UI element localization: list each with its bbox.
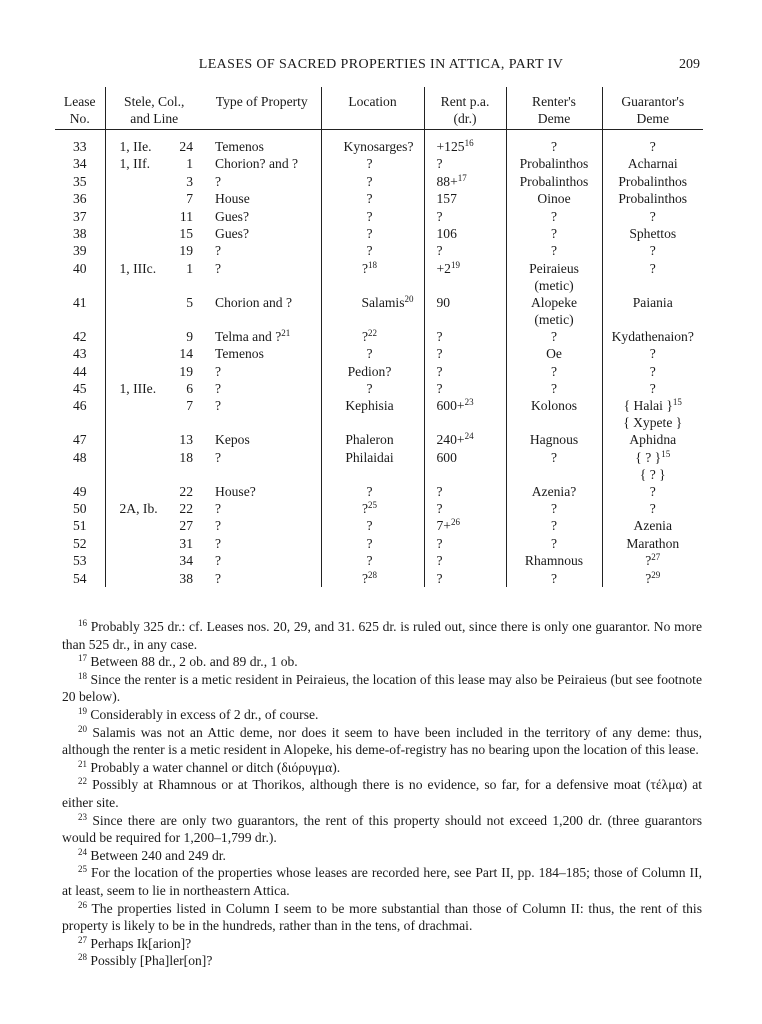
cell-lease-no: 51: [72, 518, 87, 534]
table-header-row: [55, 87, 703, 130]
cell-lease-no: 43: [72, 346, 87, 362]
footnote-ref: 18: [368, 259, 378, 270]
cell-stele: 19: [105, 242, 203, 259]
table-row: [55, 517, 703, 534]
cell-guarantor-deme: ?: [602, 208, 703, 225]
cell-renter-deme: ?: [506, 517, 602, 534]
cell-type: Chorion and ?: [215, 294, 293, 310]
table-body: [55, 130, 703, 588]
cell-lease-no: 47: [72, 432, 87, 448]
cell-rent: 157: [424, 190, 506, 207]
cell-lease-no: 39: [72, 243, 87, 259]
cell-location: ?: [321, 535, 424, 552]
cell-lease-no: 33: [72, 139, 87, 154]
footnote-ref: 23: [464, 397, 474, 408]
cell-stele: 14: [105, 345, 203, 362]
cell-lease-no: 42: [72, 328, 87, 344]
cell-lease-no: 38: [72, 225, 87, 241]
table-row: [55, 500, 703, 517]
cell-rent: 240+$^{24}$: [424, 431, 506, 448]
cell-location: ?: [321, 190, 424, 207]
cell-rent: ?: [424, 483, 506, 500]
cell-type: ?: [215, 243, 222, 259]
footnote: $^{21}$ Probably a water channel or ditch (διόρυγμα).: [78, 758, 341, 775]
cell-guarantor-deme: ?: [602, 242, 703, 259]
cell-stele: 1, IIIe. 6: [105, 380, 203, 397]
cell-location: ?: [321, 155, 424, 172]
cell-stele: 22: [105, 483, 203, 500]
cell-lease-no: 45: [72, 380, 87, 396]
col-header-location: Location: [321, 87, 424, 130]
cell-rent: ?: [424, 345, 506, 362]
page-number: 209: [679, 57, 700, 72]
footnote: $^{25}$ For the location of the properties whose leases are recorded here, see Part II, pp. 184–185; those of Column II, at least, seem to lie in northeastern Attica.: [62, 864, 702, 898]
cell-lease-no: 35: [72, 173, 87, 189]
cell-type: ?: [215, 535, 222, 551]
cell-location: ?: [321, 483, 424, 500]
cell-guarantor-deme: ?$^{29}$: [602, 570, 703, 587]
col-header-guarantor: Guarantor's Deme: [602, 87, 703, 130]
table-row: [55, 449, 703, 483]
cell-renter-deme: Azenia?: [506, 483, 602, 500]
table-row: [55, 190, 703, 207]
cell-location: ?: [321, 173, 424, 190]
footnote-ref: 24: [464, 431, 474, 442]
cell-location: Salamis$^{20}$: [321, 294, 424, 328]
footnote-ref: 26: [450, 517, 460, 528]
cell-stele: 2A, Ib. 22: [105, 500, 203, 517]
col-header-type: Type of Property: [203, 87, 321, 130]
col-header-renter: Renter's Deme: [506, 87, 602, 130]
cell-location: Philaidai: [321, 449, 424, 483]
cell-rent: ?: [424, 328, 506, 345]
cell-rent: 90: [424, 294, 506, 328]
cell-type: ?: [215, 553, 222, 569]
cell-type: ?: [215, 501, 222, 517]
cell-stele: 7: [105, 190, 203, 207]
cell-rent: $+2^{19}$: [424, 260, 506, 294]
cell-lease-no: 44: [72, 363, 87, 379]
table-row: [55, 570, 703, 587]
table-row: [55, 345, 703, 362]
col-header-stele: Stele, Col., and Line: [105, 87, 203, 130]
table-row: [55, 294, 703, 328]
cell-guarantor-deme: ?: [602, 363, 703, 380]
cell-location: ?$^{28}$: [321, 570, 424, 587]
cell-lease-no: 49: [72, 483, 87, 499]
footnote-ref: 15: [661, 448, 671, 459]
cell-type: ?: [215, 449, 222, 465]
cell-stele: 1, IIe. 24: [105, 130, 203, 156]
cell-type: Gues?: [215, 208, 249, 224]
cell-renter-deme: Kolonos: [506, 397, 602, 431]
cell-type: Telma and ?$^{21}$: [215, 327, 291, 344]
cell-guarantor-deme: ?$^{27}$: [602, 552, 703, 569]
cell-type: Gues?: [215, 225, 249, 241]
table-row: [55, 397, 703, 431]
cell-renter-deme: ?: [506, 208, 602, 225]
leases-table: [55, 87, 703, 587]
cell-guarantor-deme: Probalinthos: [602, 190, 703, 207]
footnote: $^{27}$ Perhaps Ik[arion]?: [78, 934, 192, 951]
cell-location: ?: [321, 242, 424, 259]
cell-renter-deme: Oe: [506, 345, 602, 362]
cell-renter-deme: ?: [506, 570, 602, 587]
footnote: $^{18}$ Since the renter is a metic resident in Peiraieus, the location of this lease may also be Peiraieus (but see footnote 20 below).: [62, 670, 702, 705]
footnote-ref: 15: [672, 397, 682, 408]
table-row: [55, 431, 703, 448]
cell-guarantor-deme: Probalinthos: [602, 173, 703, 190]
footnote-ref: 16: [464, 138, 474, 148]
cell-location: ?: [321, 345, 424, 362]
cell-stele: 19: [105, 363, 203, 380]
footnote-ref: 29: [651, 569, 661, 580]
footnote: $^{20}$ Salamis was not an Attic deme, nor does it seem to have been included in the territory of any deme: thus, although the renter is a metic resident in Alopeke, his deme-of-registry has no bearing upon the location of this lease.: [62, 723, 702, 758]
cell-guarantor-deme: ?: [602, 380, 703, 397]
cell-renter-deme: ?: [506, 500, 602, 517]
footnote: $^{24}$ Between 240 and 249 dr.: [78, 846, 226, 863]
table-row: [55, 208, 703, 225]
cell-guarantor-deme: Azenia: [602, 517, 703, 534]
footnote-ref: 22: [368, 327, 378, 338]
cell-lease-no: 52: [72, 535, 87, 551]
cell-location: ?$^{25}$: [321, 500, 424, 517]
cell-type: Chorion? and ?: [215, 156, 299, 172]
cell-guarantor-deme: Kydathenaion?: [602, 328, 703, 345]
cell-stele: 31: [105, 535, 203, 552]
cell-guarantor-deme: ?: [602, 500, 703, 517]
footnotes: [62, 618, 702, 970]
table-row: [55, 155, 703, 172]
running-header: [62, 57, 700, 77]
footnote: $^{22}$ Possibly at Rhamnous or at Thorikos, although there is no evidence, so far, for a defensive moat (τέλμα) at either site.: [62, 776, 703, 810]
cell-rent: ?: [424, 500, 506, 517]
table-row: [55, 552, 703, 569]
cell-renter-deme: Probalinthos: [506, 173, 602, 190]
footnote-ref: 25: [368, 500, 378, 511]
footnote: $^{17}$ Between 88 dr., 2 ob. and 89 dr., 1 ob.: [78, 653, 298, 670]
cell-lease-no: 46: [72, 398, 87, 414]
cell-rent: ?: [424, 535, 506, 552]
footnote: $^{16}$ Probably 325 dr.: cf. Leases nos. 20, 29, and 31. 625 dr. is ruled out, since there is only one guarantor. No more than 525 dr., in any case.: [62, 618, 703, 652]
cell-guarantor-deme: ?: [602, 345, 703, 362]
cell-location: Pedion?: [321, 363, 424, 380]
cell-stele: 3: [105, 173, 203, 190]
cell-stele: 11: [105, 208, 203, 225]
cell-guarantor-deme: { ? }$^{15}$ { ? }: [602, 449, 703, 483]
footnote: $^{19}$ Considerably in excess of 2 dr., of course.: [78, 705, 319, 722]
cell-guarantor-deme: Aphidna: [602, 431, 703, 448]
cell-renter-deme: ?: [506, 225, 602, 242]
cell-type: ?: [215, 173, 222, 189]
table-row: [55, 130, 703, 156]
cell-guarantor-deme: ?: [602, 260, 703, 294]
cell-rent: ?: [424, 363, 506, 380]
cell-lease-no: 40: [72, 260, 87, 276]
footnote: $^{28}$ Possibly [Pha]ler[on]?: [78, 952, 213, 969]
cell-renter-deme: ?: [506, 328, 602, 345]
cell-type: Temenos: [215, 139, 264, 154]
cell-location: Phaleron: [321, 431, 424, 448]
cell-lease-no: 50: [72, 501, 87, 517]
cell-rent: 600+$^{23}$: [424, 397, 506, 431]
cell-location: ?$^{18}$: [321, 260, 424, 294]
cell-rent: 106: [424, 225, 506, 242]
cell-rent: ?: [424, 380, 506, 397]
cell-stele: 9: [105, 328, 203, 345]
cell-stele: 13: [105, 431, 203, 448]
cell-location: Kynosarges?: [321, 130, 424, 156]
cell-stele: 27: [105, 517, 203, 534]
cell-lease-no: 36: [72, 191, 87, 207]
cell-rent: $+125^{16}$: [424, 130, 506, 156]
cell-type: House: [215, 191, 250, 207]
cell-stele: 7: [105, 397, 203, 431]
footnote-ref: 28: [368, 569, 378, 580]
cell-type: ?: [215, 260, 222, 276]
table-row: [55, 242, 703, 259]
cell-guarantor-deme: Sphettos: [602, 225, 703, 242]
cell-lease-no: 34: [72, 156, 87, 172]
cell-location: ?: [321, 380, 424, 397]
cell-type: Kepos: [215, 432, 250, 448]
cell-rent: 600: [424, 449, 506, 483]
cell-rent: 88+$^{17}$: [424, 173, 506, 190]
cell-guarantor-deme: Paiania: [602, 294, 703, 328]
cell-rent: ?: [424, 552, 506, 569]
cell-stele: 15: [105, 225, 203, 242]
cell-lease-no: 54: [72, 570, 87, 586]
cell-guarantor-deme: Marathon: [602, 535, 703, 552]
cell-renter-deme: Probalinthos: [506, 155, 602, 172]
footnote: $^{23}$ Since there are only two guarantors, the rent of this property should not exceed 1,200 dr. (three guarantors would be required for 1,200–1,799 dr.).: [62, 811, 702, 846]
cell-renter-deme: Oinoe: [506, 190, 602, 207]
cell-stele: 1, IIIc. 1: [105, 260, 203, 294]
cell-lease-no: 37: [72, 208, 87, 224]
footnote-ref: 17: [457, 172, 467, 183]
cell-renter-deme: Hagnous: [506, 431, 602, 448]
cell-renter-deme: ?: [506, 242, 602, 259]
cell-location: ?$^{22}$: [321, 328, 424, 345]
cell-location: Kephisia: [321, 397, 424, 431]
cell-location: ?: [321, 225, 424, 242]
table-row: [55, 173, 703, 190]
cell-stele: 34: [105, 552, 203, 569]
cell-guarantor-deme: ?: [602, 130, 703, 156]
table-row: [55, 380, 703, 397]
cell-renter-deme: ?: [506, 380, 602, 397]
leases-table-container: [55, 87, 703, 606]
cell-location: ?: [321, 552, 424, 569]
cell-stele: 1, IIf. 1: [105, 155, 203, 172]
cell-rent: 7+$^{26}$: [424, 517, 506, 534]
table-row: [55, 328, 703, 345]
cell-rent: ?: [424, 570, 506, 587]
cell-renter-deme: ?: [506, 449, 602, 483]
footnote-ref: 20: [404, 293, 414, 304]
running-title: LEASES OF SACRED PROPERTIES IN ATTICA, PART IV: [198, 57, 564, 72]
cell-location: ?: [321, 517, 424, 534]
cell-guarantor-deme: Acharnai: [602, 155, 703, 172]
footnote-ref: 19: [450, 259, 460, 270]
cell-rent: ?: [424, 208, 506, 225]
footnote: $^{26}$ The properties listed in Column I seem to be more substantial than those of Column II: thus, the rent of this property is likely to be in the hundreds, rather than in the tens, of drachmai.: [62, 899, 702, 934]
cell-type: ?: [215, 518, 222, 534]
cell-type: House?: [215, 483, 256, 499]
cell-lease-no: 48: [72, 449, 87, 465]
table-row: [55, 260, 703, 294]
table-row: [55, 225, 703, 242]
col-header-rent: Rent p.a. (dr.): [424, 87, 506, 130]
cell-stele: 38: [105, 570, 203, 587]
cell-stele: 18: [105, 449, 203, 483]
cell-renter-deme: ?: [506, 130, 602, 156]
cell-stele: 5: [105, 294, 203, 328]
cell-guarantor-deme: { Halai }$^{15}$ { Xypete }: [602, 397, 703, 431]
table-row: [55, 535, 703, 552]
col-header-lease: Lease No.: [55, 87, 105, 130]
cell-rent: ?: [424, 155, 506, 172]
cell-renter-deme: ?: [506, 363, 602, 380]
cell-type: ?: [215, 363, 222, 379]
cell-type: ?: [215, 570, 222, 586]
cell-type: ?: [215, 380, 222, 396]
footnote-ref: 27: [651, 552, 661, 563]
cell-renter-deme: Alopeke (metic): [506, 294, 602, 328]
table-row: [55, 483, 703, 500]
cell-rent: ?: [424, 242, 506, 259]
table-row: [55, 363, 703, 380]
cell-lease-no: 53: [72, 553, 87, 569]
cell-location: ?: [321, 208, 424, 225]
cell-renter-deme: Peiraieus (metic): [506, 260, 602, 294]
cell-lease-no: 41: [72, 294, 87, 310]
cell-type: ?: [215, 398, 222, 414]
footnote-ref: 21: [281, 327, 291, 338]
cell-renter-deme: ?: [506, 535, 602, 552]
cell-guarantor-deme: ?: [602, 483, 703, 500]
cell-type: Temenos: [215, 346, 264, 362]
cell-renter-deme: Rhamnous: [506, 552, 602, 569]
